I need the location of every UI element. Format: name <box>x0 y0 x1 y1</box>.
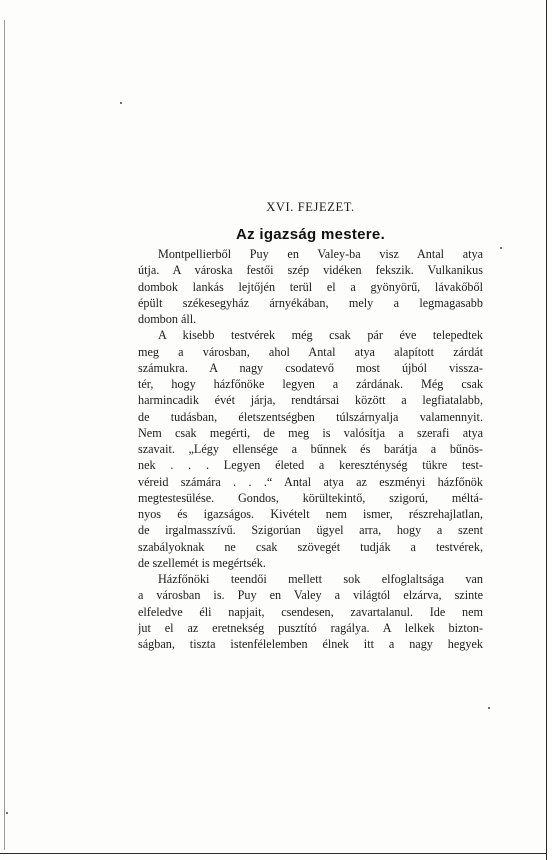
text-line: dombon áll. <box>138 312 197 326</box>
paragraph <box>138 571 483 652</box>
page-right-edge <box>546 0 547 860</box>
text-line: számukra. A nagy csodatevő most újból vissza- <box>138 360 483 375</box>
text-line: a városban is. Puy en Valey a világtól elzárva, szinte <box>138 588 483 603</box>
page-left-edge <box>4 20 5 850</box>
text-line: Házfőnöki teendői mellett sok elfoglaltsága van <box>158 572 483 586</box>
text-line: tér, hogy házfőnöke legyen a zárdának. Még csak <box>138 377 483 391</box>
text-line: nyos és igazságos. Kivételt nem ismer, részrehajlatlan, <box>138 507 483 521</box>
text-line: Nem csak megérti, de meg is valósítja a szerafi atya <box>138 425 483 440</box>
chapter-heading: XVI. FEJEZET. <box>266 200 355 214</box>
text-line: szavait. „Légy ellensége a bűnnek és barátja a bűnös- <box>138 442 483 456</box>
scan-speck <box>6 812 8 814</box>
text-line: nek . . . Legyen életed a kereszténység tükre test- <box>138 458 483 473</box>
text-line: harmincadik évét járja, rendtársai között a legfiatalabb, <box>138 393 483 408</box>
text-line: szabályoknak ne csak szövegét tudják a testvérek, <box>138 539 483 554</box>
text-line: megtestesülése. Gondos, körültekintő, szigorú, méltá- <box>138 490 483 505</box>
page-bottom-edge <box>0 853 547 854</box>
paragraph <box>138 246 483 327</box>
text-line: elfeledve éli napjait, csendesen, zavartalanul. Ide nem <box>138 604 483 619</box>
scan-speck <box>488 707 490 709</box>
text-line: de irgalmasszívű. Szigorúan ügyel arra, hogy a szent <box>138 523 483 538</box>
scan-speck <box>500 247 502 249</box>
text-line: de szellemét is megértsék. <box>138 555 266 570</box>
text-line: jut el az eretnekség pusztító ragálya. A lelkek bizton- <box>138 620 483 635</box>
text-line: meg a városban, ahol Antal atya alapított zárdát <box>138 344 483 359</box>
scan-speck <box>120 102 122 104</box>
text-line: véreid számára . . .“ Antal atya az eszményi házfőnök <box>138 474 483 489</box>
text-line: Montpellierből Puy en Valey-ba visz Antal atya <box>158 247 483 261</box>
text-line: ságban, tiszta istenfélelemben élnek itt a nagy hegyek <box>138 637 483 651</box>
text-line: de tudásban, életszentségben túlszárnyalja valamennyit. <box>138 409 483 424</box>
body-text <box>138 246 483 652</box>
text-line: dombok lankás lejtőjén terül el a gyönyörű, lávakőből <box>138 279 483 294</box>
paragraph <box>138 327 483 571</box>
text-line: épült székesegyház árnyékában, mely a legmagasabb <box>138 295 483 310</box>
chapter-title: Az igazság mestere. <box>235 226 386 243</box>
text-line: A kisebb testvérek még csak pár éve telepedtek <box>158 328 483 343</box>
text-line: útja. A városka festői szép vidéken fekszik. Vulkanikus <box>138 263 483 278</box>
